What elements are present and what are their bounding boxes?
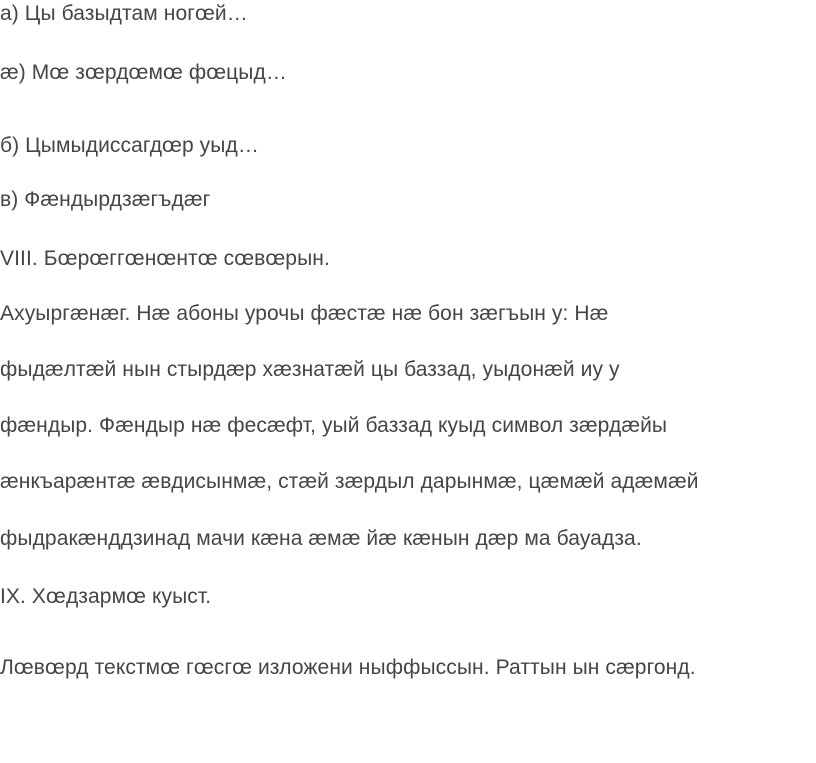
paragraph-line-3: фæндыр. Фæндыр нæ фесæфт, уый баззад куыд символ зæрдæйы (0, 414, 668, 437)
paragraph-line-1: Ахуыргæнæг. Нæ абоны урочы фæстæ нæ бон зæгъын у: Нæ (0, 302, 609, 325)
section-heading-ix: IX. Хœдзармœ куыст. (0, 585, 212, 608)
answer-option-v: в) Фæндырдзæгъдæг (0, 188, 211, 211)
paragraph-line-5: фыдракæнддзинад мачи кæна æмæ йæ кæнын дæр ма бауадза. (0, 527, 642, 550)
paragraph-line-4: æнкъарæнтæ æвдисынмæ, стæй зæрдыл дарынмæ, цæмæй адæмæй (0, 470, 699, 493)
answer-option-ae: æ) Мœ зœрдœмœ фœцыд… (0, 61, 287, 84)
paragraph-line-2: фыдæлтæй нын стырдæр хæзнатæй цы баззад, уыдонæй иу у (0, 358, 620, 381)
homework-text: Лœвœрд текстмœ гœсгœ изложени ныффыссын. Раттын ын сæргонд. (0, 656, 696, 679)
section-heading-viii: VIII. Бœрœггœнœнтœ сœвœрын. (0, 247, 330, 270)
answer-option-a: а) Цы базыдтам ногœй… (0, 2, 248, 25)
answer-option-b: б) Цымыдиссагдœр уыд… (0, 134, 259, 157)
